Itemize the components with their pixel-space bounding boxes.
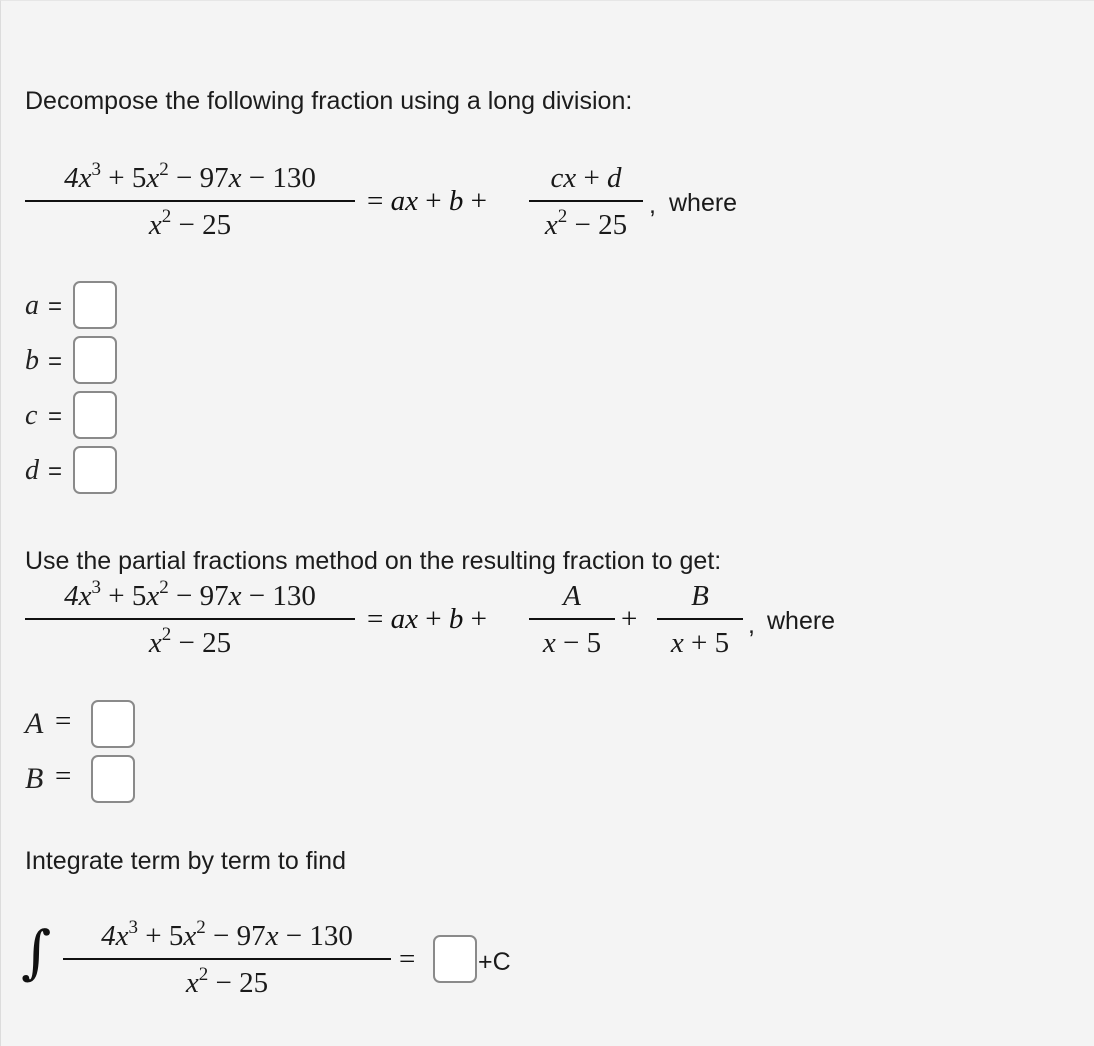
lhs-fraction-2 bbox=[25, 579, 355, 660]
coef-label-d: d bbox=[25, 455, 39, 486]
rhs-prefix-1: = ax + b + bbox=[367, 185, 487, 217]
lhs-denominator-2: $x^2 - 25$ bbox=[148, 623, 232, 659]
frac-A-numerator: A bbox=[563, 580, 581, 612]
lhs-numerator-2: $4x^3 + 5x^2 - 97x - 130$ bbox=[64, 577, 316, 612]
where-label: where bbox=[669, 189, 738, 217]
partial-label-A: A bbox=[25, 707, 44, 740]
rhs-fraction-1 bbox=[529, 161, 643, 242]
rhs-prefix-2: = ax + b + bbox=[367, 603, 487, 635]
integrate-text: Integrate term by term to find bbox=[25, 847, 346, 875]
partial-label-B: B bbox=[25, 762, 44, 795]
partial-eq-B: = bbox=[55, 760, 72, 792]
frac-B-numerator: B bbox=[691, 580, 709, 612]
integrand-denominator: $x^2 - 25$ bbox=[185, 963, 269, 999]
input-a[interactable] bbox=[73, 281, 117, 329]
rhs-fraction-B bbox=[657, 579, 743, 660]
fraction-bar bbox=[529, 618, 615, 620]
constant-label: +C bbox=[478, 948, 511, 976]
integral-sign: ∫ bbox=[21, 918, 52, 986]
comma-2: , bbox=[748, 611, 755, 639]
coef-label-b: b bbox=[25, 345, 39, 376]
fraction-bar bbox=[63, 958, 391, 960]
input-c[interactable] bbox=[73, 391, 117, 439]
partial-text: Use the partial fractions method on the resulting fraction to get: bbox=[25, 547, 722, 575]
fraction-bar bbox=[529, 200, 643, 202]
input-A[interactable] bbox=[91, 700, 135, 748]
where-label-2: where bbox=[767, 607, 836, 635]
input-B[interactable] bbox=[91, 755, 135, 803]
input-b[interactable] bbox=[73, 336, 117, 384]
intro-text: Decompose the following fraction using a long division: bbox=[25, 87, 633, 115]
coef-eq-a: = bbox=[48, 293, 63, 320]
integral-answer-input[interactable] bbox=[433, 935, 477, 983]
rhs-denominator-1: $x^2 - 25$ bbox=[544, 205, 628, 241]
integrand-fraction bbox=[63, 919, 391, 1000]
partial-eq-A: = bbox=[55, 705, 72, 737]
integrand-numerator: $4x^3 + 5x^2 - 97x - 130$ bbox=[101, 917, 353, 952]
coef-label-a: a bbox=[25, 290, 39, 321]
lhs-numerator-1: $4x^3 + 5x^2 - 97x - 130$ bbox=[64, 159, 316, 194]
coef-eq-b: = bbox=[48, 348, 63, 375]
fraction-bar bbox=[657, 618, 743, 620]
rhs-numerator-1: cx + d bbox=[550, 162, 622, 194]
frac-A-denominator: x − 5 bbox=[542, 626, 602, 659]
input-d[interactable] bbox=[73, 446, 117, 494]
coef-eq-d: = bbox=[48, 458, 63, 485]
lhs-denominator-1: $x^2 - 25$ bbox=[148, 205, 232, 241]
coef-label-c: c bbox=[25, 400, 38, 431]
frac-B-denominator: x + 5 bbox=[670, 626, 730, 659]
fraction-bar bbox=[25, 200, 355, 202]
rhs-fraction-A bbox=[529, 579, 615, 660]
lhs-fraction-1 bbox=[25, 161, 355, 242]
plus-sign: + bbox=[621, 603, 638, 635]
coef-eq-c: = bbox=[48, 403, 63, 430]
integral-eq: = bbox=[399, 943, 416, 975]
comma: , bbox=[649, 191, 656, 219]
fraction-bar bbox=[25, 618, 355, 620]
